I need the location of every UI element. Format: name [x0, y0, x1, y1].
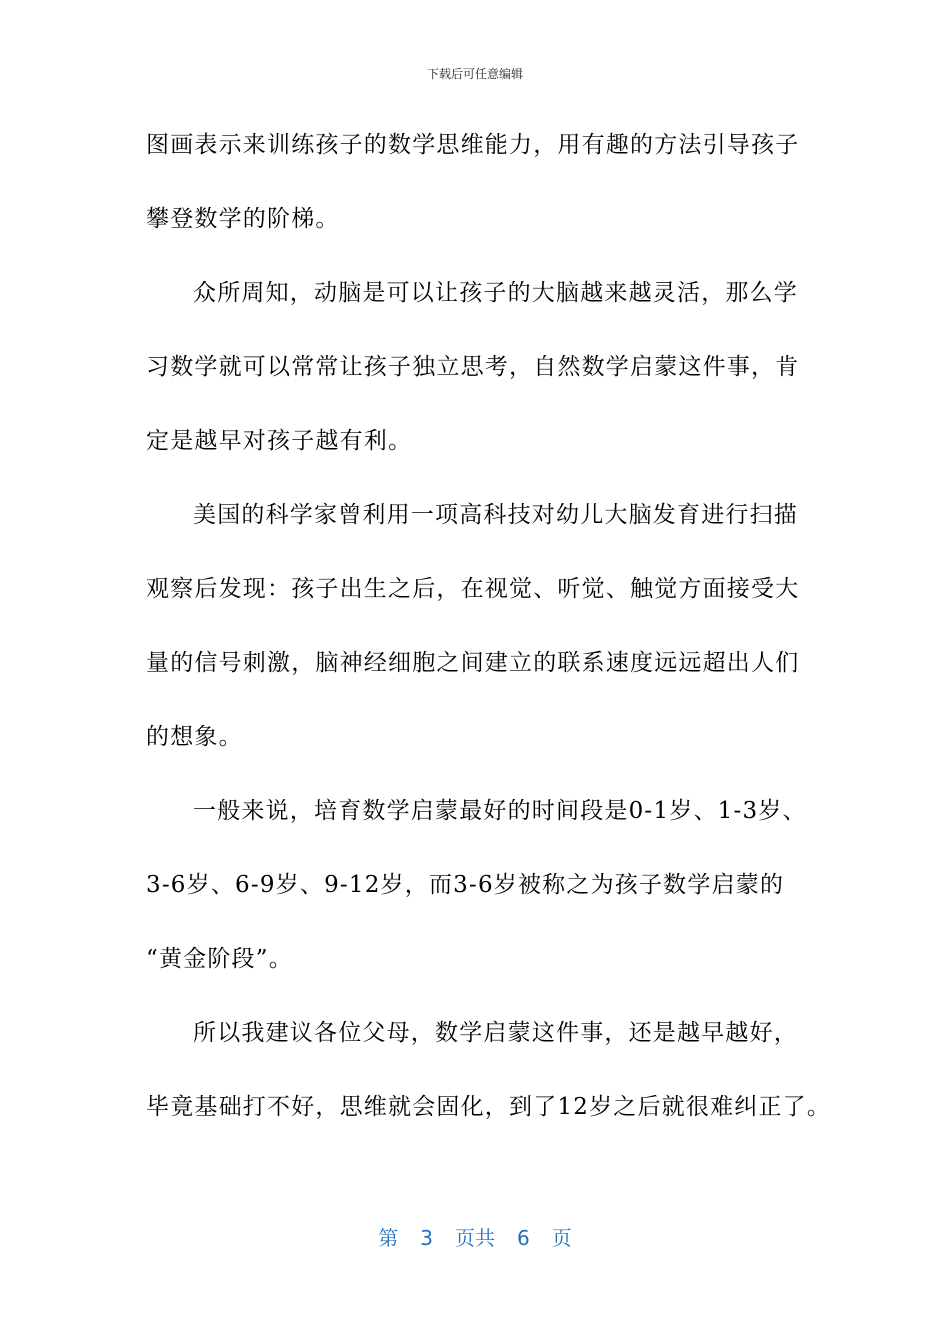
text-line: “黄金阶段”。	[146, 946, 293, 972]
paragraph-start-line: 一般来说，培育数学启蒙最好的时间段是0-1岁、1-3岁、	[193, 798, 807, 824]
document-body	[146, 120, 832, 1156]
header-text: 下载后可任意编辑	[426, 67, 523, 81]
text-line: 观察后发现：孩子出生之后，在视觉、听觉、触觉方面接受大	[146, 576, 800, 602]
current-page-number: 3	[420, 1226, 433, 1250]
text-line: 量的信号刺激，脑神经细胞之间建立的联系速度远远超出人们	[146, 650, 800, 676]
page-footer	[0, 1224, 950, 1252]
footer-prefix: 第	[378, 1226, 399, 1250]
paragraph-start-line: 美国的科学家曾利用一项高科技对幼儿大脑发育进行扫描	[193, 502, 798, 528]
paragraph-start-line: 众所周知，动脑是可以让孩子的大脑越来越灵活，那么学	[193, 280, 798, 306]
page-header	[0, 66, 950, 82]
text-line: 定是越早对孩子越有利。	[146, 428, 413, 454]
text-line: 毕竟基础打不好，思维就会固化，到了12岁之后就很难纠正了。	[146, 1094, 832, 1120]
footer-suffix: 页	[551, 1226, 572, 1250]
text-line: 3-6岁、6-9岁、9-12岁，而3-6岁被称之为孩子数学启蒙的	[146, 872, 785, 898]
text-line: 攀登数学的阶梯。	[146, 206, 340, 232]
text-line: 习数学就可以常常让孩子独立思考，自然数学启蒙这件事，肯	[146, 354, 800, 380]
paragraph-start-line: 所以我建议各位父母，数学启蒙这件事，还是越早越好，	[193, 1020, 798, 1046]
footer-middle: 页共	[455, 1226, 495, 1250]
text-line: 的想象。	[146, 724, 243, 750]
text-line: 图画表示来训练孩子的数学思维能力，用有趣的方法引导孩子	[146, 132, 800, 158]
total-pages-number: 6	[517, 1226, 530, 1250]
